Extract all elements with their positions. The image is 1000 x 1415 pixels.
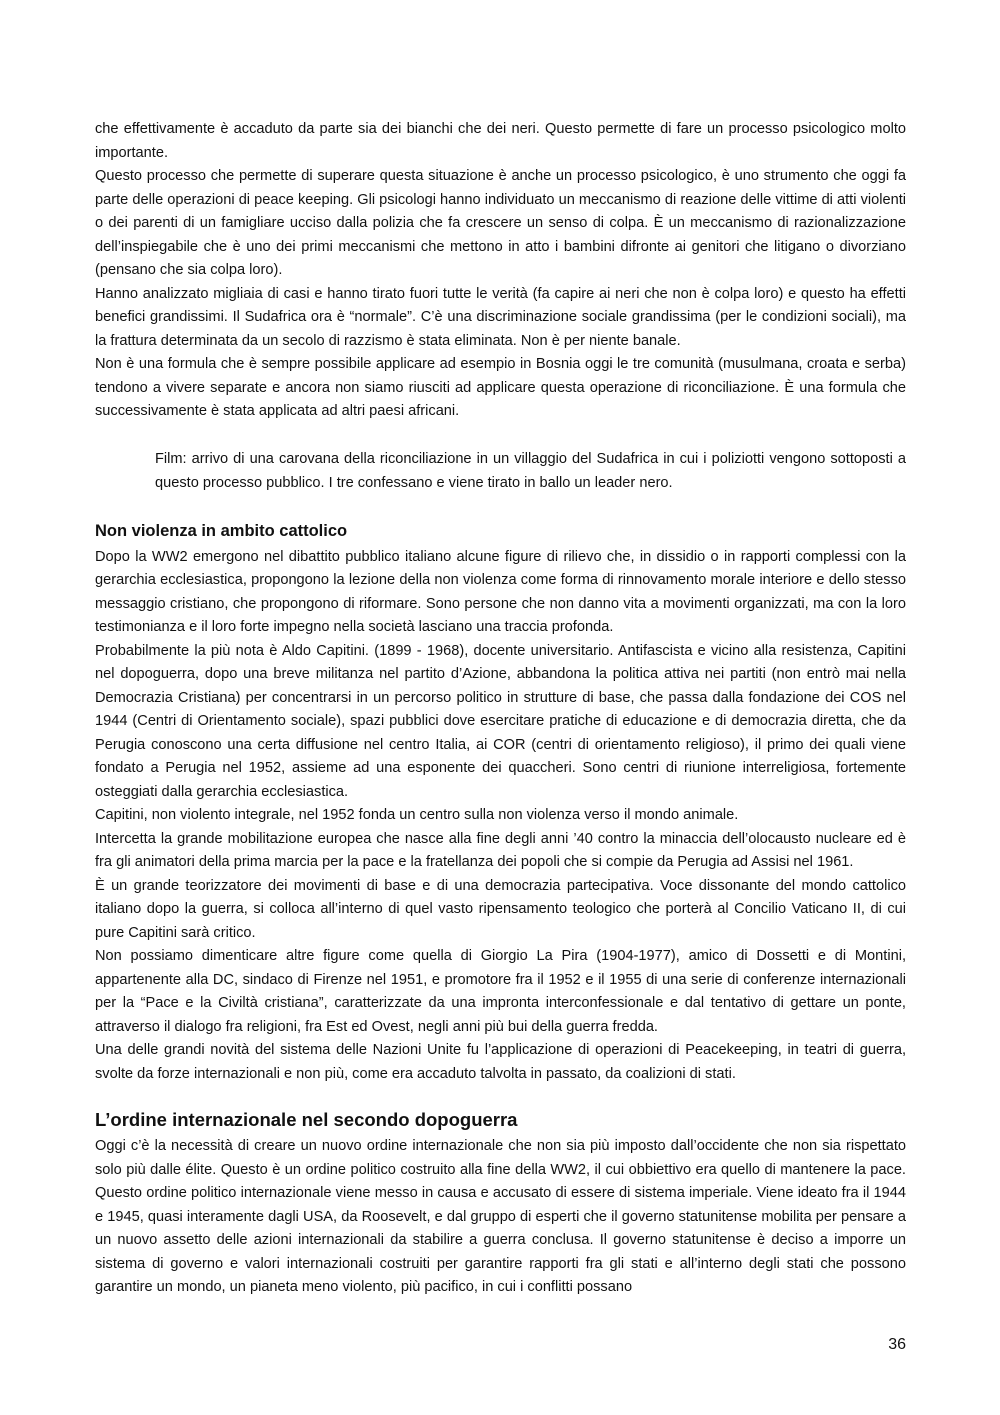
section-paragraph: Capitini, non violento integrale, nel 1952 fonda un centro sulla non violenza verso il mondo animale. [95,807,739,823]
section-paragraph: Probabilmente la più nota è Aldo Capitini. (1899 - 1968), docente universitario. Antifascista e vicino alla resistenza, Capitini nel dopoguerra, dopo una breve militanza nel partito d’Azione, abbandona la politica attiva nei partiti (non entrò mai nella Democrazia Cristiana) per concentrarsi in un percorso politico in strutture di base, che passa dalla fondazione dei COS nel 1944 (Centri di Orientamento sociale), spazi pubblici dove esercitare pratiche di educazione e di democrazia diretta, che da Perugia conoscono una certa diffusione nel centro Italia, ai COR (centri di orientamento religioso), il primo dei quali viene fondato a Perugia nel 1952, assieme ad una esponente dei quaccheri. Sono centri di riunione interreligiosa, fortemente osteggiati dalla gerarchia ecclesiastica. [95,642,906,800]
intro-paragraph: Hanno analizzato migliaia di casi e hanno tirato fuori tutte le verità (fa capire ai neri che non è colpa loro) e questo ha effetti benefici grandissimi. Il Sudafrica ora è “normale”. C’è una discriminazione sociale grandissima (per le condizioni sociali), ma la frattura determinata da un secolo di razzismo è stata eliminata. Non è per niente banale. [95,285,906,349]
intro-paragraph: Non è una formula che è sempre possibile applicare ad esempio in Bosnia oggi le tre comunità (musulmana, croata e serba) tendono a vivere separate e ancora non siamo riusciti ad applicare questa operazione di riconciliazione. È una formula che successivamente è stata applicata ad altri paesi africani. [95,356,906,419]
section-paragraph: Intercetta la grande mobilitazione europea che nasce alla fine degli anni ’40 contro la minaccia dell’olocausto nucleare ed è fra gli animatori della prima marcia per la pace e la fratellanza dei popoli che si compie da Perugia ad Assisi nel 1961. [95,830,906,870]
page-body [95,118,906,1300]
section-paragraph: Oggi c’è la necessità di creare un nuovo ordine internazionale che non sia più imposto dall’occidente che non sia rispettato solo più dalle élite. Questo è un ordine politico costruito alla fine della WW2, il cui obbiettivo era quello di mantenere la pace. Questo ordine politico internazionale viene messo in causa e accusato di essere di sistema imperiale. Viene ideato fra il 1944 e 1945, quasi interamente dagli USA, da Roosevelt, e dal gruppo di esperti che il governo statunitense mobilita per pensare a un nuovo assetto delle azioni internazionali da stabilire a guerra conclusa. Il governo statunitense è deciso a imporre un sistema di governo e valori internazionali costruiti per garantire rapporti fra gli stati e all’interno degli stati che possono garantire un mondo, un pianeta meno violento, più pacifico, in cui i conflitti possano [95,1138,906,1295]
intro-paragraph: Questo processo che permette di superare questa situazione è anche un processo psicologico, è uno strumento che oggi fa parte delle operazioni di peace keeping. Gli psicologi hanno individuato un meccanismo di reazione delle vittime di atti violenti o dei parenti di un famigliare ucciso dalla polizia che fa crescere un senso di colpa. È un meccanismo di razionalizzazione dell’inspiegabile che è uno dei primi meccanismi che mettono in atto i bambini difronte ai genitori che litigano o divorziano (pensano che sia colpa loro). [95,168,906,278]
film-note: Film: arrivo di una carovana della riconciliazione in un villaggio del Sudafrica in cui i poliziotti vengono sottoposti a questo processo pubblico. I tre confessano e viene tirato in ballo un leader nero. [155,450,906,491]
page-number: 36 [888,1336,906,1353]
section-heading-nonviolence: Non violenza in ambito cattolico [95,521,348,540]
intro-paragraph: che effettivamente è accaduto da parte sia dei bianchi che dei neri. Questo permette di fare un processo psicologico molto importante. [95,121,906,161]
section-paragraph: Dopo la WW2 emergono nel dibattito pubblico italiano alcune figure di rilievo che, in dissidio o in rapporti complessi con la gerarchia ecclesiastica, propongono la lezione della non violenza come forma di rinnovamento morale interiore e dello stesso messaggio cristiano, che propongono di riformare. Sono persone che non danno vita a movimenti organizzati, ma con la loro testimonianza e il loro forte impegno nella società lasciano una traccia profonda. [95,548,906,635]
section-paragraph: È un grande teorizzatore dei movimenti di base e di una democrazia partecipativa. Voce dissonante del mondo cattolico italiano dopo la guerra, si colloca all’interno di quel vasto ripensamento teologico che porterà al Concilio Vaticano II, di cui pure Capitini sarà critico. [95,877,906,941]
section-heading-international-order: L’ordine internazionale nel secondo dopoguerra [95,1109,518,1130]
section-paragraph: Non possiamo dimenticare altre figure come quella di Giorgio La Pira (1904-1977), amico di Dossetti e di Montini, appartenente alla DC, sindaco di Firenze nel 1951, e promotore fra il 1952 e il 1955 di una serie di conferenze internazionali per la “Pace e la Civiltà cristiana”, caratterizzate da una impronta interconfessionale e dal tentativo di gettare un ponte, attraverso il dialogo fra religioni, fra Est ed Ovest, negli anni più bui della guerra fredda. [95,948,906,1035]
section-paragraph: Una delle grandi novità del sistema delle Nazioni Unite fu l’applicazione di operazioni di Peacekeeping, in teatri di guerra, svolte da forze internazionali e non più, come era accaduto talvolta in passato, da coalizioni di stati. [95,1042,906,1082]
